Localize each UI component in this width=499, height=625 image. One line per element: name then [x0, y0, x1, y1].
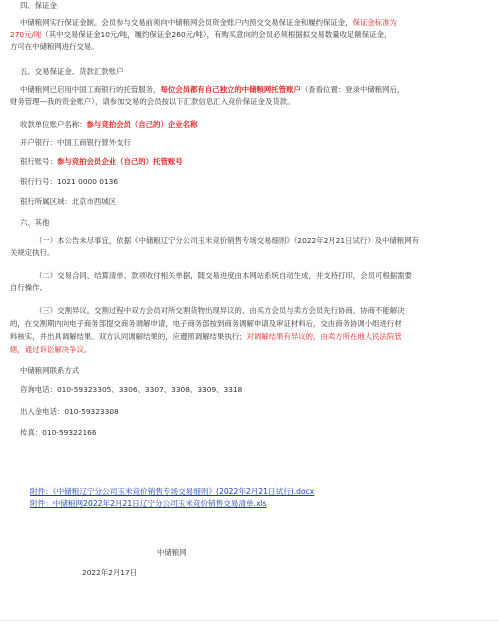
section-6-item-3-line-3: 料核实，并出具调解结果。双方认同调解结果的，应遵照调解结果执行；对调解结果有异议的，由卖方所在地人民法院管 [10, 332, 402, 341]
section-6-item-3-line-1: （三）交割异议。交割过程中双方会员对所交割货物出现异议的，由买方会员与卖方会员先行协商。协商不能解决 [35, 306, 405, 315]
opening-bank-line: 开户银行：中国工商银行營外支行 [20, 138, 131, 147]
bank-account-line: 银行账号：参与竞拍会员企业（自己的）托管账号 [20, 157, 183, 166]
section-6-item-3-line-2: 的，在交割期内向电子商务部提交商务调解申请，电子商务部按到商务调解申请及审证材料后，交由商务协调小组进行材 [10, 319, 402, 328]
section-4-heading: 四、保证金 [20, 1, 57, 10]
payee-name-line: 收款单位账户名称：参与竞拍会员（自己的）企业名称 [20, 120, 198, 129]
section-6-item-1-line-2: 关规定执行。 [10, 248, 55, 257]
section-4-text-line-2: 270元/吨（其中交易保证金10元/吨，履约保证金260元/吨），有购买意向的会员必须根据拟交易数量收足额保证金， [10, 30, 392, 39]
section-4-text-line-3: 方可在中储粮网进行交易。 [10, 42, 99, 51]
section-6-item-1-line-1: （一）本公告未尽事宜，依据《中储粮辽宁分公司玉米竞价销售专场交易细则》（2022年2月21日试行）及中储粮网有 [35, 236, 419, 245]
signature-date: 2022年2月17日 [82, 568, 138, 577]
section-6-item-2-line-2: 自行操作。 [10, 283, 47, 292]
bank-region-line: 银行所属区域：北京市西城区 [20, 197, 117, 206]
contact-heading: 中储粮网联系方式 [20, 366, 80, 375]
fax-line: 传真：010-59322166 [20, 428, 97, 437]
section-6-item-2-line-1: （二）交易合同、结算清单、款项收付相关单据，随交易进度由本网站系统自动生成，并支持打印，会员可根据需要 [35, 271, 412, 280]
attachment-link-rules[interactable]: 附件：《中储粮辽宁分公司玉米竞价销售专场交易细则》(2022年2月21日试行).docx [30, 487, 315, 496]
consult-phone-line: 咨询电话：010-59323305、3306、3307、3308、3309、3318 [20, 385, 243, 394]
section-6-heading: 六、其他 [20, 218, 50, 227]
section-5-text-line-1: 中储粮网已启用中国工商银行的托管服务，每位会员都有自己独立的中储粮网托管账户（查看位置：登录中储粮网后， [20, 85, 405, 94]
signature-org: 中储粮网 [157, 548, 187, 557]
section-5-text-line-2: 财务管理—我的资金账户），请参加交易的会员按以下汇款信息汇入竞价保证金及货款。 [10, 97, 295, 106]
bank-number-line: 银行行号：1021 0000 0136 [20, 177, 119, 186]
bottom-divider [0, 620, 499, 621]
section-4-text-line-1: 中储粮网实行保证金制。会员参与交易前须向中储粮网会员资金账户内预交交易保证金和履约保证金，保证金标准为 [20, 18, 397, 27]
section-5-heading: 五、交易保证金、货款汇款账户 [20, 67, 124, 76]
entry-phone-line: 出入金电话：010-59323308 [20, 407, 119, 416]
attachment-link-list[interactable]: 附件：中储粮网2022年2月21日辽宁分公司玉米竞价销售交易清单.xls [30, 499, 267, 508]
section-6-item-3-line-4: 辖，通过诉讼解决争议。 [10, 345, 92, 354]
